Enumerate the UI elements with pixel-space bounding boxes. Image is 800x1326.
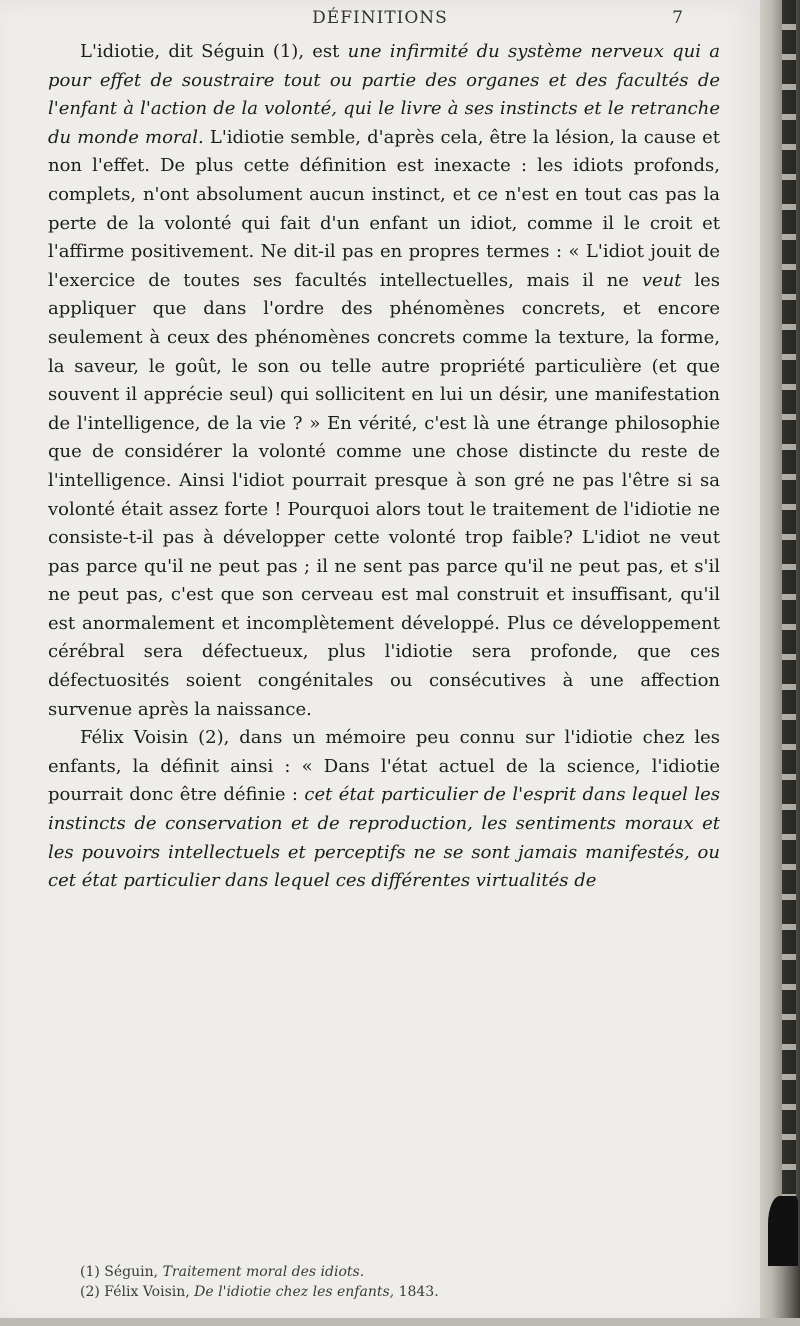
page-header xyxy=(60,8,700,32)
footnote-number: (1) xyxy=(80,1264,100,1280)
footnote-title: De l'idiotie chez les enfants, xyxy=(194,1284,395,1300)
scan-bottom-border xyxy=(0,1318,800,1326)
footnotes xyxy=(80,1262,700,1302)
body-text xyxy=(48,38,720,896)
quoted-definition: une infirmité du système nerveux qui a pour effet de soustraire tout ou partie des organes et des facultés de l'enfant à l'action de la volonté, qui le livre à ses instincts et le retranche du monde moral. xyxy=(48,41,720,148)
footnote-2 xyxy=(80,1282,700,1302)
paragraph-text: Félix Voisin (2), dans un mémoire peu connu sur l'idiotie chez les enfants, la définit ainsi : « Dans l'état actuel de la science, l'idiotie pourrait donc être définie : xyxy=(48,727,720,806)
footnote-number: (2) xyxy=(80,1284,100,1300)
footnote-1 xyxy=(80,1262,700,1282)
quoted-definition: cet état particulier de l'esprit dans lequel les instincts de conservation et de reproduction, les sentiments moraux et les pouvoirs intellectuels et perceptifs ne se sont jamais manifestés, ou cet état particulier dans lequel ces différentes virtualités de xyxy=(48,784,720,892)
paragraph-seguin xyxy=(48,38,720,724)
footnote-author: Félix Voisin, xyxy=(104,1284,190,1300)
paragraph-text: les appliquer que dans l'ordre des phénomènes concrets, et encore seulement à ceux des phénomènes concrets comme la texture, la forme, la saveur, le goût, le son ou telle autre propriété particulière (et que souvent il apprécie seul) qui sollicitent en lui un désir, une manifestation de l'intelligence, de la vie ? » En vérité, c'est là une étrange philosophie que de considérer la volonté comme une chose distincte du reste de l'intelligence. Ainsi l'idiot pourrait presque à son gré ne pas l'être si sa volonté était assez forte ! Pourquoi alors tout le traitement de l'idiotie ne consiste-t-il pas à développer cette volonté trop faible? L'idiot ne veut pas parce qu'il ne peut pas ; il ne sent pas parce qu'il ne peut pas, et s'il ne peut pas, c'est que son cerveau est mal construit et insuffisant, qu'il est anormalement et incomplètement développé. Plus ce développement cérébral sera défectueux, plus l'idiotie sera profonde, que ces défectuosités soient congénitales ou consécutives à une affection survenue après la naissance. xyxy=(48,269,720,720)
page-edge-blot xyxy=(768,1196,798,1266)
paragraph-text: L'idiotie, dit Séguin (1), est xyxy=(80,41,348,62)
running-title: DÉFINITIONS xyxy=(312,8,448,28)
footnote-title: Traitement moral des idiots. xyxy=(162,1264,365,1280)
paragraph-text: L'idiotie semble, d'après cela, être la lésion, la cause et non l'effet. De plus cette définition est inexacte : les idiots profonds, complets, n'ont absolument aucun instinct, et ce n'est en tout cas pas la perte de la volonté qui fait d'un enfant un idiot, comme il le croit et l'affirme positivement. Ne dit-il pas en propres termes : « L'idiot jouit de l'exercice de toutes ses facultés intellectuelles, mais il ne xyxy=(48,126,720,291)
page-number: 7 xyxy=(672,8,684,28)
footnote-year: 1843. xyxy=(398,1284,439,1300)
book-edge xyxy=(760,0,800,1326)
emphasis: veut xyxy=(641,269,682,291)
footnote-author: Séguin, xyxy=(104,1264,159,1280)
page-edge-strip xyxy=(782,0,796,1266)
paragraph-voisin xyxy=(48,724,720,896)
